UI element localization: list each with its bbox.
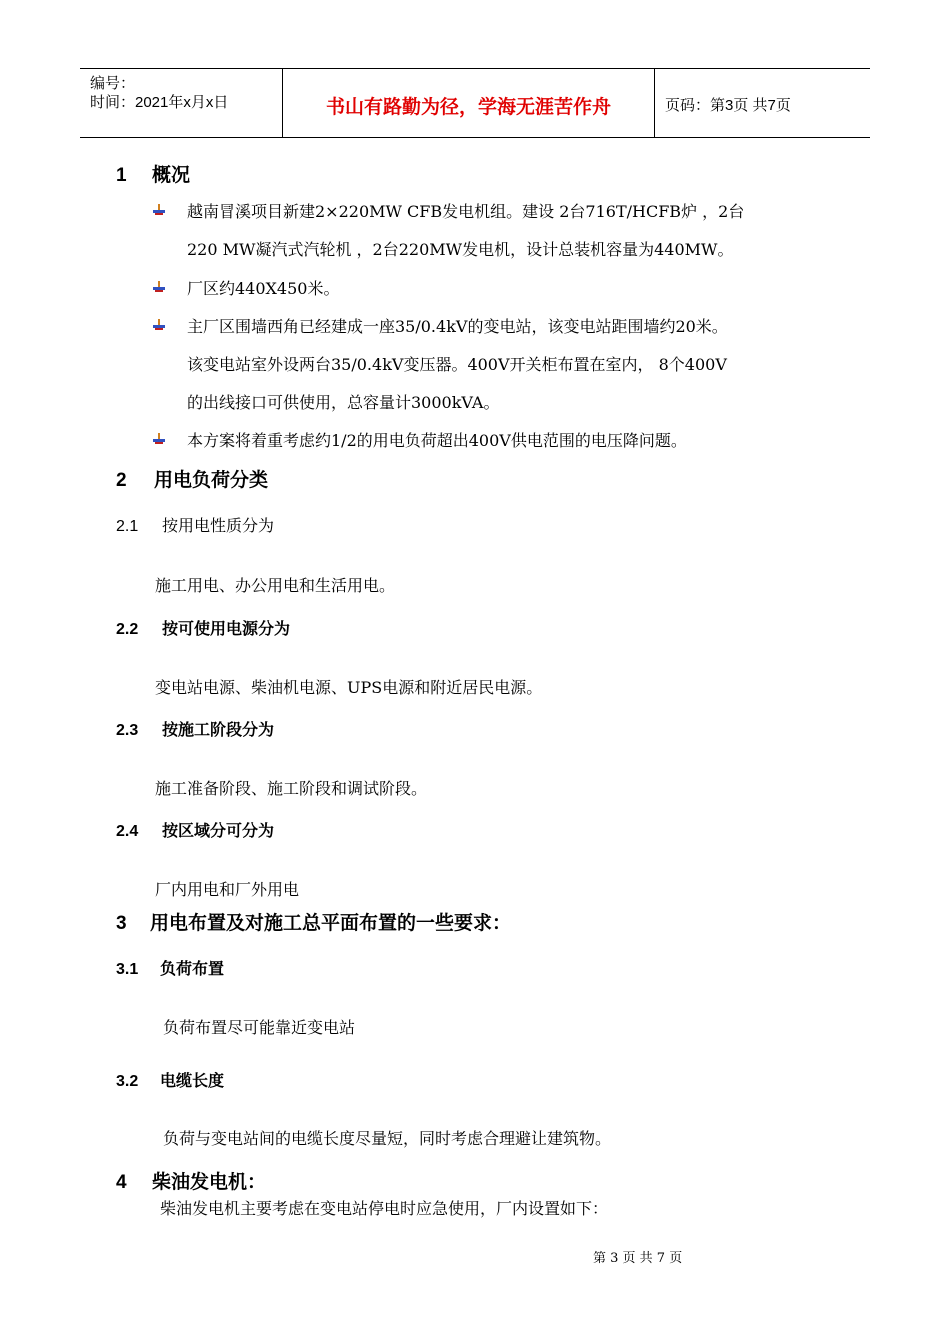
section-1-heading [116, 160, 190, 187]
subsection-2-2-heading [116, 616, 290, 639]
subsection-number: 3.1 [116, 961, 139, 978]
section-number: 4 [116, 1172, 127, 1193]
subsection-number: 2.2 [116, 621, 139, 638]
header-page-label: 页码：第3页 共7页 [665, 97, 791, 114]
subsection-title: 负荷布置 [160, 961, 225, 978]
subsection-2-3-text: 施工准备阶段、施工阶段和调试阶段。 [155, 779, 428, 798]
subsection-number: 2.3 [116, 722, 139, 739]
subsection-3-1-heading [116, 956, 224, 979]
subsection-2-2-text: 变电站电源、柴油机电源、UPS电源和附近居民电源。 [155, 678, 543, 697]
subsection-2-4-heading [116, 818, 274, 841]
bullet-1-line-1: 越南冒溪项目新建2×220MW CFB发电机组。建设 2台716T/HCFB炉 ，2台 [187, 202, 745, 221]
subsection-title: 按区域分可分为 [162, 823, 275, 840]
subsection-number: 3.2 [116, 1073, 139, 1090]
code-label: 编号： [90, 75, 136, 92]
subsection-title: 按可使用电源分为 [162, 621, 291, 638]
section-3-heading [116, 908, 511, 935]
bullet-4: 本方案将着重考虑约1/2的用电负荷超出400V供电范围的电压降问题。 [187, 431, 687, 450]
subsection-2-1-heading [116, 513, 274, 536]
header-motto-cell [283, 69, 655, 137]
header-meta-cell [80, 69, 283, 137]
section-number: 3 [116, 913, 127, 934]
subsection-3-2-heading [116, 1068, 224, 1091]
header-page-cell [655, 69, 870, 137]
section-4-text: 柴油发电机主要考虑在变电站停电时应急使用，厂内设置如下： [160, 1199, 609, 1218]
section-number: 1 [116, 165, 127, 186]
subsection-3-2-text: 负荷与变电站间的电缆长度尽量短，同时考虑合理避让建筑物。 [163, 1129, 612, 1148]
bullet-3-line-1: 主厂区围墙西角已经建成一座35/0.4kV的变电站，该变电站距围墙约20米。 [187, 317, 728, 336]
section-2-heading [116, 465, 268, 492]
subsection-number: 2.4 [116, 823, 139, 840]
section-number: 2 [116, 470, 127, 491]
footer-page-number: 第 3 页 共 7 页 [593, 1251, 683, 1266]
bullet-2: 厂区约440X450米。 [187, 279, 340, 298]
bullet-icon [152, 432, 166, 446]
subsection-number: 2.1 [116, 518, 139, 535]
bullet-1-line-2: 220 MW凝汽式汽轮机 ，2台220MW发电机，设计总装机容量为440MW。 [187, 240, 734, 259]
bullet-3-line-3: 的出线接口可供使用，总容量计3000kVA。 [187, 393, 500, 412]
section-title: 概况 [152, 165, 191, 186]
subsection-title: 按用电性质分为 [162, 518, 275, 535]
subsection-2-3-heading [116, 717, 274, 740]
section-title: 柴油发电机： [152, 1172, 267, 1193]
page-header [80, 68, 870, 138]
bullet-icon [152, 280, 166, 294]
subsection-title: 电缆长度 [160, 1073, 225, 1090]
bullet-icon [152, 318, 166, 332]
subsection-2-4-text: 厂内用电和厂外用电 [155, 880, 300, 899]
section-title: 用电负荷分类 [154, 470, 269, 491]
section-4-heading [116, 1167, 266, 1194]
subsection-3-1-text: 负荷布置尽可能靠近变电站 [163, 1018, 356, 1037]
section-title: 用电布置及对施工总平面布置的一些要求： [150, 913, 512, 934]
subsection-title: 按施工阶段分为 [162, 722, 275, 739]
header-motto: 书山有路勤为径，学海无涯苦作舟 [325, 97, 611, 118]
date-label: 时间：2021年x月x日 [90, 94, 229, 111]
bullet-icon [152, 203, 166, 217]
subsection-2-1-text: 施工用电、办公用电和生活用电。 [155, 576, 396, 595]
bullet-3-line-2: 该变电站室外设两台35/0.4kV变压器。400V开关柜布置在室内， 8个400V [187, 355, 727, 374]
